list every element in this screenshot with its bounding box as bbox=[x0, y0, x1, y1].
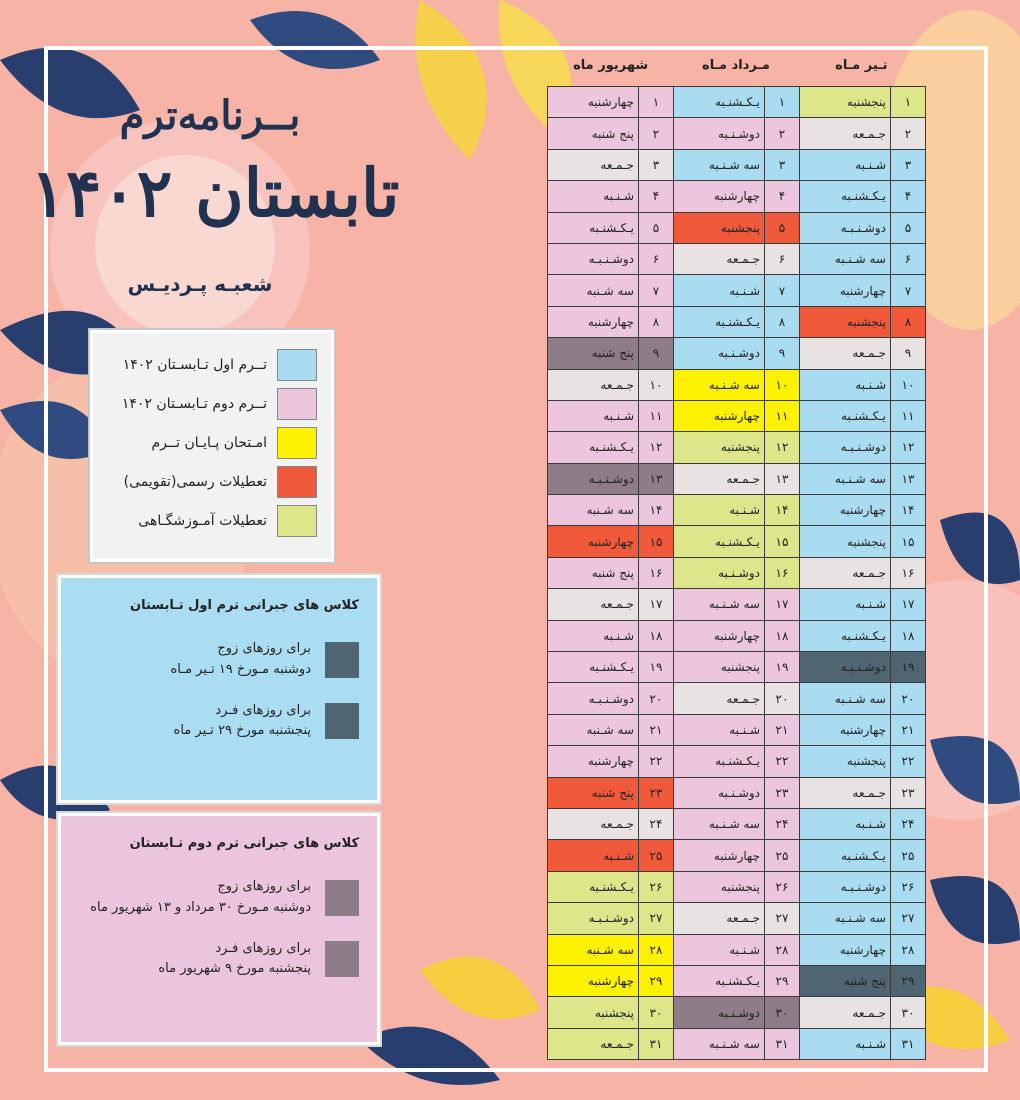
tir-weekday: دوشـنـبـه bbox=[800, 212, 891, 243]
shahrivar-day-number: ۲۱ bbox=[639, 714, 674, 745]
tir-weekday: یـکـشنـبه bbox=[800, 620, 891, 651]
mordad-weekday: دوشـنـبه bbox=[674, 777, 765, 808]
shahrivar-weekday: شـنـبه bbox=[548, 181, 639, 212]
tir-day-number: ۱۶ bbox=[891, 557, 926, 588]
mordad-day-number: ۱۶ bbox=[765, 557, 800, 588]
legend-swatch bbox=[277, 427, 317, 459]
mordad-weekday: چهارشنبه bbox=[674, 840, 765, 871]
mordad-day-number: ۱۴ bbox=[765, 495, 800, 526]
calendar-row bbox=[548, 808, 926, 839]
calendar-row bbox=[548, 840, 926, 871]
tir-day-number: ۱ bbox=[891, 87, 926, 118]
tir-weekday: پنجشنبه bbox=[800, 306, 891, 337]
shahrivar-weekday: سه شـنبه bbox=[548, 714, 639, 745]
tir-weekday: پنجشنبه bbox=[800, 87, 891, 118]
tir-day-number: ۴ bbox=[891, 181, 926, 212]
tir-weekday: شـنـبه bbox=[800, 149, 891, 180]
mordad-day-number: ۲ bbox=[765, 118, 800, 149]
makeup-classes-term2 bbox=[58, 813, 380, 1045]
tir-day-number: ۲ bbox=[891, 118, 926, 149]
tir-day-number: ۳۰ bbox=[891, 997, 926, 1028]
tir-day-number: ۳ bbox=[891, 149, 926, 180]
mordad-weekday: شـنـبه bbox=[674, 495, 765, 526]
mordad-weekday: شـنـبه bbox=[674, 714, 765, 745]
mordad-weekday: جـمـعه bbox=[674, 463, 765, 494]
tir-day-number: ۷ bbox=[891, 275, 926, 306]
shahrivar-weekday: چهارشنبه bbox=[548, 87, 639, 118]
shahrivar-day-number: ۷ bbox=[639, 275, 674, 306]
mordad-weekday: شـنـبه bbox=[674, 275, 765, 306]
shahrivar-weekday: یـکـشنـبه bbox=[548, 871, 639, 902]
shahrivar-weekday: جـمـعه bbox=[548, 808, 639, 839]
tir-day-number: ۲۷ bbox=[891, 903, 926, 934]
calendar-row bbox=[548, 589, 926, 620]
calendar-table bbox=[547, 86, 926, 1060]
dark-pink-swatch bbox=[325, 941, 359, 977]
calendar-row bbox=[548, 526, 926, 557]
shahrivar-weekday: جـمـعه bbox=[548, 369, 639, 400]
mordad-day-number: ۳۰ bbox=[765, 997, 800, 1028]
tir-day-number: ۲۸ bbox=[891, 934, 926, 965]
calendar-row bbox=[548, 338, 926, 369]
mordad-day-number: ۲۸ bbox=[765, 934, 800, 965]
mordad-day-number: ۱۰ bbox=[765, 369, 800, 400]
mordad-day-number: ۵ bbox=[765, 212, 800, 243]
shahrivar-day-number: ۱ bbox=[639, 87, 674, 118]
shahrivar-weekday: چهارشنبه bbox=[548, 306, 639, 337]
shahrivar-day-number: ۲۳ bbox=[639, 777, 674, 808]
color-legend bbox=[90, 330, 334, 562]
tir-weekday: پنج شنبه bbox=[800, 965, 891, 996]
tir-weekday: یـکـشنـبه bbox=[800, 840, 891, 871]
shahrivar-weekday: شـنـبه bbox=[548, 620, 639, 651]
shahrivar-day-number: ۹ bbox=[639, 338, 674, 369]
tir-weekday: یـکـشنـبه bbox=[800, 181, 891, 212]
shahrivar-day-number: ۸ bbox=[639, 306, 674, 337]
tir-weekday: شـنـبه bbox=[800, 369, 891, 400]
mordad-weekday: پنجشنبه bbox=[674, 652, 765, 683]
tir-day-number: ۲۳ bbox=[891, 777, 926, 808]
mordad-day-number: ۱ bbox=[765, 87, 800, 118]
tir-weekday: دوشـنـبـه bbox=[800, 871, 891, 902]
tir-day-number: ۵ bbox=[891, 212, 926, 243]
mordad-day-number: ۲۴ bbox=[765, 808, 800, 839]
shahrivar-day-number: ۳۱ bbox=[639, 1028, 674, 1059]
dark-blue-swatch bbox=[325, 642, 359, 678]
calendar-row bbox=[548, 463, 926, 494]
mordad-weekday: جـمـعه bbox=[674, 243, 765, 274]
legend-label: تــرم اول تـابسـتان ۱۴۰۲ bbox=[122, 356, 267, 373]
legend-swatch bbox=[277, 388, 317, 420]
calendar-row bbox=[548, 432, 926, 463]
shahrivar-weekday: شـنـبه bbox=[548, 400, 639, 431]
makeup-term1-odd bbox=[79, 701, 359, 743]
mordad-weekday: دوشـنـبه bbox=[674, 997, 765, 1028]
shahrivar-day-number: ۱۳ bbox=[639, 463, 674, 494]
mordad-day-number: ۱۵ bbox=[765, 526, 800, 557]
tir-weekday: یـکـشنـبه bbox=[800, 400, 891, 431]
shahrivar-day-number: ۱۸ bbox=[639, 620, 674, 651]
makeup-term1-even bbox=[79, 639, 359, 681]
tir-day-number: ۲۵ bbox=[891, 840, 926, 871]
tir-weekday: پنجشنبه bbox=[800, 526, 891, 557]
shahrivar-weekday: پنج شنبه bbox=[548, 338, 639, 369]
mordad-weekday: یـکـشنـبه bbox=[674, 746, 765, 777]
makeup-term1-even-line1: برای روزهای زوج bbox=[217, 641, 311, 656]
header-tir: تـیر مـاه bbox=[835, 58, 888, 73]
mordad-weekday: پنجشنبه bbox=[674, 212, 765, 243]
dark-pink-swatch bbox=[325, 880, 359, 916]
mordad-day-number: ۲۳ bbox=[765, 777, 800, 808]
calendar-row bbox=[548, 620, 926, 651]
tir-day-number: ۲۹ bbox=[891, 965, 926, 996]
legend-swatch bbox=[277, 505, 317, 537]
calendar-row bbox=[548, 1028, 926, 1059]
shahrivar-weekday: پنج شنبه bbox=[548, 777, 639, 808]
tir-day-number: ۱۵ bbox=[891, 526, 926, 557]
mordad-day-number: ۲۷ bbox=[765, 903, 800, 934]
mordad-day-number: ۳ bbox=[765, 149, 800, 180]
calendar-row bbox=[548, 746, 926, 777]
tir-weekday: جـمـعه bbox=[800, 338, 891, 369]
mordad-weekday: سه شـنـبه bbox=[674, 589, 765, 620]
shahrivar-day-number: ۱۴ bbox=[639, 495, 674, 526]
tir-day-number: ۱۲ bbox=[891, 432, 926, 463]
mordad-weekday: پنجشنبه bbox=[674, 871, 765, 902]
mordad-weekday: یـکـشنـبه bbox=[674, 965, 765, 996]
tir-day-number: ۹ bbox=[891, 338, 926, 369]
mordad-weekday: چهارشنبه bbox=[674, 620, 765, 651]
shahrivar-weekday: جـمـعه bbox=[548, 1028, 639, 1059]
tir-day-number: ۱۹ bbox=[891, 652, 926, 683]
mordad-weekday: سه شـنـبه bbox=[674, 808, 765, 839]
mordad-day-number: ۸ bbox=[765, 306, 800, 337]
makeup-term2-title: کلاس های جبرانی ترم دوم تـابستان bbox=[129, 836, 359, 851]
mordad-weekday: یـکـشنـبه bbox=[674, 526, 765, 557]
legend-label: تــرم دوم تـابسـتان ۱۴۰۲ bbox=[121, 395, 267, 412]
shahrivar-weekday: سه شـنبه bbox=[548, 495, 639, 526]
legend-label: تعطیلات آمـوزشگـاهی bbox=[138, 512, 267, 529]
shahrivar-day-number: ۲۷ bbox=[639, 903, 674, 934]
mordad-weekday: چهارشنبه bbox=[674, 181, 765, 212]
makeup-term2-even bbox=[79, 877, 359, 919]
shahrivar-weekday: پنج شنبه bbox=[548, 118, 639, 149]
shahrivar-day-number: ۲۲ bbox=[639, 746, 674, 777]
mordad-weekday: یـکـشنـبه bbox=[674, 87, 765, 118]
mordad-weekday: سه شـنـبه bbox=[674, 1028, 765, 1059]
shahrivar-weekday: شـنـبه bbox=[548, 840, 639, 871]
shahrivar-weekday: پنجشنبه bbox=[548, 997, 639, 1028]
shahrivar-weekday: جـمـعه bbox=[548, 149, 639, 180]
mordad-day-number: ۱۳ bbox=[765, 463, 800, 494]
makeup-term1-even-line2: دوشنبه مـورخ ۱۹ تـیر مـاه bbox=[170, 661, 311, 677]
header-mordad: مـرداد مـاه bbox=[702, 58, 770, 73]
tir-weekday: جـمـعه bbox=[800, 777, 891, 808]
tir-weekday: چهارشنبه bbox=[800, 714, 891, 745]
shahrivar-day-number: ۱۰ bbox=[639, 369, 674, 400]
mordad-day-number: ۲۶ bbox=[765, 871, 800, 902]
mordad-weekday: دوشـنـبه bbox=[674, 118, 765, 149]
shahrivar-day-number: ۵ bbox=[639, 212, 674, 243]
tir-day-number: ۱۴ bbox=[891, 495, 926, 526]
mordad-day-number: ۲۵ bbox=[765, 840, 800, 871]
tir-weekday: جـمـعه bbox=[800, 118, 891, 149]
tir-day-number: ۲۱ bbox=[891, 714, 926, 745]
shahrivar-weekday: دوشـنـبـه bbox=[548, 903, 639, 934]
shahrivar-day-number: ۲۶ bbox=[639, 871, 674, 902]
calendar-row bbox=[548, 181, 926, 212]
tir-weekday: چهارشنبه bbox=[800, 934, 891, 965]
tir-day-number: ۱۱ bbox=[891, 400, 926, 431]
mordad-weekday: سه شـنـبه bbox=[674, 369, 765, 400]
shahrivar-day-number: ۲۹ bbox=[639, 965, 674, 996]
shahrivar-day-number: ۱۷ bbox=[639, 589, 674, 620]
makeup-term1-odd-line2: پنجشنبه مورخ ۲۹ تـیر ماه bbox=[173, 723, 311, 739]
shahrivar-weekday: پنج شنبه bbox=[548, 557, 639, 588]
calendar-row bbox=[548, 871, 926, 902]
shahrivar-day-number: ۱۲ bbox=[639, 432, 674, 463]
shahrivar-weekday: سه شـنبه bbox=[548, 275, 639, 306]
shahrivar-weekday: چهارشنبه bbox=[548, 746, 639, 777]
shahrivar-day-number: ۲۵ bbox=[639, 840, 674, 871]
tir-day-number: ۱۸ bbox=[891, 620, 926, 651]
mordad-day-number: ۱۲ bbox=[765, 432, 800, 463]
makeup-term1-odd-line1: برای روزهای فـرد bbox=[215, 702, 311, 718]
calendar-row bbox=[548, 997, 926, 1028]
tir-day-number: ۱۷ bbox=[891, 589, 926, 620]
page-title-line2: تابستان ۱۴۰۲ bbox=[30, 154, 400, 232]
calendar-row bbox=[548, 369, 926, 400]
month-headers bbox=[548, 58, 924, 78]
shahrivar-weekday: یـکـشنـبه bbox=[548, 212, 639, 243]
mordad-day-number: ۳۱ bbox=[765, 1028, 800, 1059]
shahrivar-day-number: ۱۹ bbox=[639, 652, 674, 683]
calendar-row bbox=[548, 275, 926, 306]
calendar-row bbox=[548, 965, 926, 996]
tir-weekday: سه شـنـبه bbox=[800, 903, 891, 934]
header-shahrivar: شهریور ماه bbox=[573, 58, 649, 73]
mordad-weekday: شـنـبه bbox=[674, 934, 765, 965]
tir-day-number: ۲۴ bbox=[891, 808, 926, 839]
legend-item bbox=[107, 345, 317, 384]
shahrivar-weekday: یـکـشنـبه bbox=[548, 652, 639, 683]
mordad-day-number: ۲۹ bbox=[765, 965, 800, 996]
mordad-weekday: چهارشنبه bbox=[674, 400, 765, 431]
dark-blue-swatch bbox=[325, 703, 359, 739]
shahrivar-weekday: چهارشنبه bbox=[548, 965, 639, 996]
makeup-term2-even-line2: دوشنبه مـورخ ۳۰ مرداد و ۱۳ شهریور ماه bbox=[90, 899, 311, 915]
tir-weekday: سه شـنـبه bbox=[800, 243, 891, 274]
calendar-row bbox=[548, 87, 926, 118]
calendar-row bbox=[548, 714, 926, 745]
shahrivar-day-number: ۶ bbox=[639, 243, 674, 274]
tir-weekday: سه شـنـبه bbox=[800, 463, 891, 494]
tir-weekday: جـمـعه bbox=[800, 557, 891, 588]
shahrivar-day-number: ۲۴ bbox=[639, 808, 674, 839]
legend-label: تعطیلات رسمی(تقویمی) bbox=[123, 473, 267, 490]
legend-swatch bbox=[277, 466, 317, 498]
tir-weekday: سه شـنـبه bbox=[800, 683, 891, 714]
calendar-row bbox=[548, 683, 926, 714]
tir-day-number: ۲۶ bbox=[891, 871, 926, 902]
makeup-classes-term1 bbox=[58, 575, 380, 803]
tir-day-number: ۲۰ bbox=[891, 683, 926, 714]
shahrivar-day-number: ۲۰ bbox=[639, 683, 674, 714]
mordad-day-number: ۱۹ bbox=[765, 652, 800, 683]
shahrivar-weekday: دوشـنـبـه bbox=[548, 683, 639, 714]
tir-day-number: ۶ bbox=[891, 243, 926, 274]
tir-weekday: پنجشنبه bbox=[800, 746, 891, 777]
mordad-day-number: ۹ bbox=[765, 338, 800, 369]
mordad-day-number: ۷ bbox=[765, 275, 800, 306]
shahrivar-weekday: چهارشنبه bbox=[548, 526, 639, 557]
shahrivar-weekday: دوشـنـبـه bbox=[548, 243, 639, 274]
tir-day-number: ۱۳ bbox=[891, 463, 926, 494]
makeup-term1-title: کلاس های جبرانی ترم اول تـابستان bbox=[130, 598, 359, 613]
tir-weekday: شـنـبه bbox=[800, 808, 891, 839]
calendar-row bbox=[548, 495, 926, 526]
makeup-term2-odd-line1: برای روزهای فـرد bbox=[215, 940, 311, 956]
shahrivar-weekday: جـمـعه bbox=[548, 589, 639, 620]
shahrivar-weekday: دوشـنـبـه bbox=[548, 463, 639, 494]
mordad-day-number: ۲۲ bbox=[765, 746, 800, 777]
mordad-day-number: ۶ bbox=[765, 243, 800, 274]
legend-item bbox=[107, 462, 317, 501]
shahrivar-day-number: ۴ bbox=[639, 181, 674, 212]
shahrivar-day-number: ۳ bbox=[639, 149, 674, 180]
shahrivar-day-number: ۱۵ bbox=[639, 526, 674, 557]
tir-weekday: جـمـعه bbox=[800, 997, 891, 1028]
legend-label: امـتحان پـایـان تــرم bbox=[151, 434, 267, 451]
tir-day-number: ۳۱ bbox=[891, 1028, 926, 1059]
calendar-row bbox=[548, 903, 926, 934]
mordad-day-number: ۲۰ bbox=[765, 683, 800, 714]
legend-item bbox=[107, 423, 317, 462]
calendar-row bbox=[548, 212, 926, 243]
tir-day-number: ۸ bbox=[891, 306, 926, 337]
tir-weekday: چهارشنبه bbox=[800, 275, 891, 306]
mordad-weekday: دوشـنـبه bbox=[674, 557, 765, 588]
calendar-row bbox=[548, 243, 926, 274]
legend-item bbox=[107, 384, 317, 423]
shahrivar-day-number: ۱۶ bbox=[639, 557, 674, 588]
page-title-line1: بــرنامه‌ترم bbox=[119, 92, 301, 139]
makeup-term2-odd bbox=[79, 939, 359, 981]
calendar-row bbox=[548, 118, 926, 149]
mordad-day-number: ۱۸ bbox=[765, 620, 800, 651]
legend-swatch bbox=[277, 349, 317, 381]
tir-weekday: چهارشنبه bbox=[800, 495, 891, 526]
mordad-weekday: جـمـعه bbox=[674, 903, 765, 934]
mordad-day-number: ۴ bbox=[765, 181, 800, 212]
calendar-row bbox=[548, 777, 926, 808]
shahrivar-day-number: ۱۱ bbox=[639, 400, 674, 431]
shahrivar-weekday: سه شـنبه bbox=[548, 934, 639, 965]
tir-day-number: ۲۲ bbox=[891, 746, 926, 777]
mordad-day-number: ۲۱ bbox=[765, 714, 800, 745]
calendar-row bbox=[548, 306, 926, 337]
makeup-term2-odd-line2: پنجشنبه مورخ ۹ شهریور ماه bbox=[158, 961, 311, 977]
calendar-row bbox=[548, 934, 926, 965]
mordad-weekday: دوشـنـبه bbox=[674, 338, 765, 369]
tir-weekday: شـنـبه bbox=[800, 589, 891, 620]
mordad-weekday: سه شـنـبه bbox=[674, 149, 765, 180]
tir-weekday: دوشـنـبـه bbox=[800, 652, 891, 683]
calendar-row bbox=[548, 652, 926, 683]
shahrivar-day-number: ۲ bbox=[639, 118, 674, 149]
mordad-day-number: ۱۱ bbox=[765, 400, 800, 431]
shahrivar-day-number: ۲۸ bbox=[639, 934, 674, 965]
branch-name: شعبـه پـردیـس bbox=[127, 272, 273, 296]
mordad-weekday: پنجشنبه bbox=[674, 432, 765, 463]
makeup-term2-even-line1: برای روزهای زوج bbox=[217, 879, 311, 894]
shahrivar-day-number: ۳۰ bbox=[639, 997, 674, 1028]
tir-day-number: ۱۰ bbox=[891, 369, 926, 400]
calendar-row bbox=[548, 149, 926, 180]
calendar-row bbox=[548, 557, 926, 588]
legend-item bbox=[107, 501, 317, 540]
calendar-row bbox=[548, 400, 926, 431]
mordad-day-number: ۱۷ bbox=[765, 589, 800, 620]
tir-weekday: دوشـنـبـه bbox=[800, 432, 891, 463]
mordad-weekday: یـکـشنـبه bbox=[674, 306, 765, 337]
tir-weekday: شـنـبه bbox=[800, 1028, 891, 1059]
mordad-weekday: جـمـعه bbox=[674, 683, 765, 714]
shahrivar-weekday: یـکـشنـبه bbox=[548, 432, 639, 463]
